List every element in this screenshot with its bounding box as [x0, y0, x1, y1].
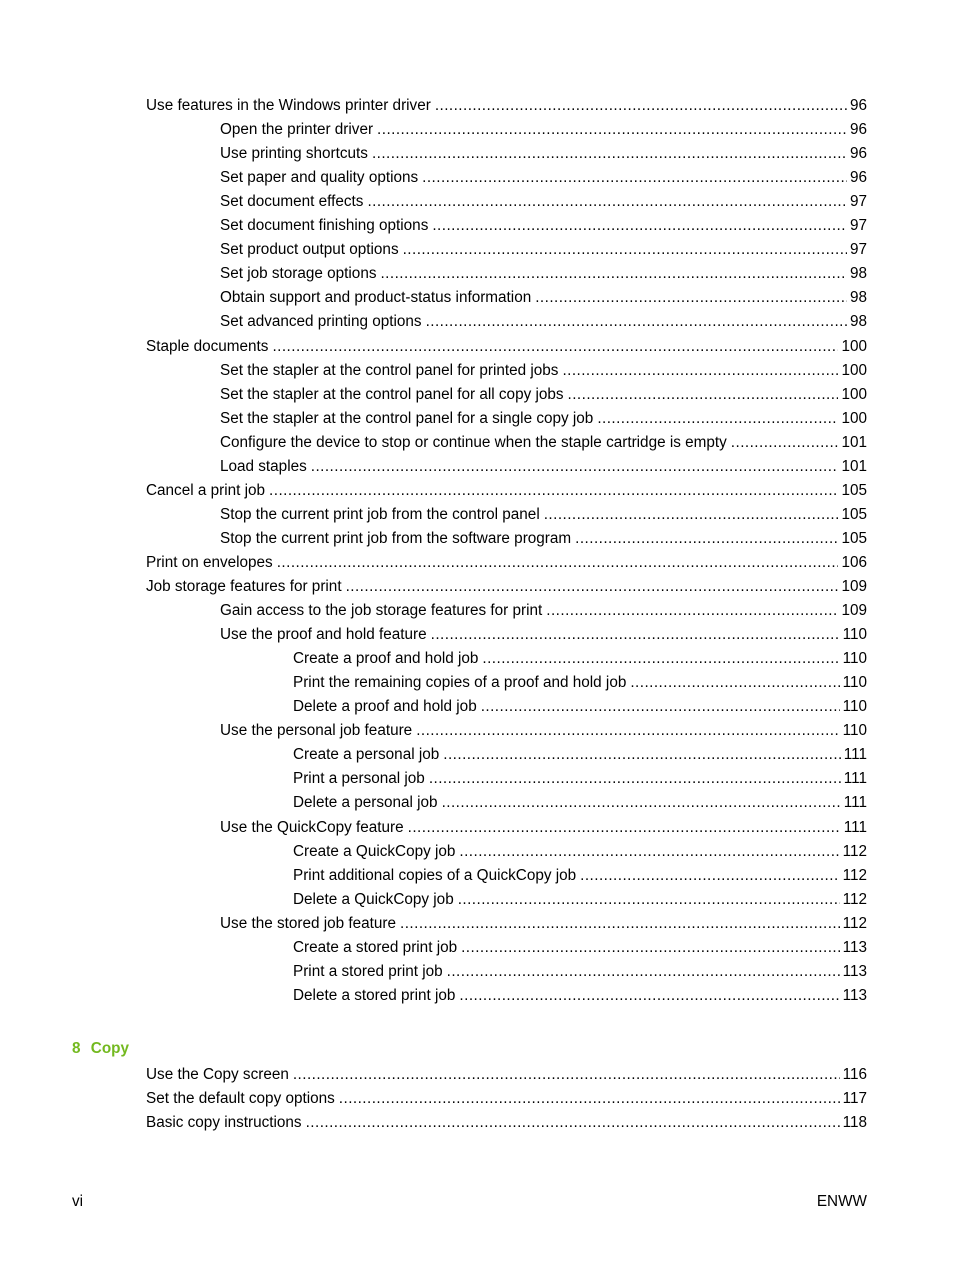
- toc-entry[interactable]: [146, 94, 867, 118]
- toc-entry-page: 100: [841, 409, 867, 427]
- toc-entry-title: Load staples: [220, 457, 307, 475]
- toc-entry[interactable]: [220, 142, 867, 166]
- dot-leader: [408, 816, 841, 840]
- toc-entry-page: 110: [842, 698, 867, 716]
- toc-entry[interactable]: [146, 575, 867, 599]
- toc-entry-title: Obtain support and product-status information: [220, 289, 532, 307]
- toc-entry-title: Set product output options: [220, 241, 399, 259]
- toc-entry-title: Use the proof and hold feature: [220, 626, 427, 644]
- toc-entry-page: 100: [841, 361, 867, 379]
- toc-entry-page: 96: [849, 97, 867, 114]
- dot-leader: [293, 1063, 840, 1087]
- toc-entry[interactable]: [220, 190, 867, 214]
- toc-entry-page: 111: [843, 746, 867, 764]
- toc-entry-page: 105: [841, 481, 867, 499]
- dot-leader: [597, 407, 838, 431]
- toc-entry-page: 117: [842, 1090, 867, 1107]
- dot-leader: [426, 310, 847, 334]
- toc-entry-page: 110: [842, 626, 867, 644]
- toc-entry[interactable]: [220, 912, 867, 936]
- dot-leader: [422, 166, 847, 190]
- toc-entry[interactable]: [293, 647, 867, 671]
- toc-entry-title: Set paper and quality options: [220, 169, 419, 187]
- toc-entry-page: 96: [849, 121, 867, 139]
- toc-entry-title: Use the Copy screen: [146, 1066, 289, 1083]
- dot-leader: [535, 286, 847, 310]
- dot-leader: [731, 431, 839, 455]
- toc-entry-title: Delete a personal job: [293, 794, 438, 812]
- toc-entry-page: 96: [849, 169, 867, 187]
- toc-entry-page: 101: [841, 457, 867, 475]
- dot-leader: [435, 94, 847, 118]
- toc-entry[interactable]: [220, 214, 867, 238]
- toc-entry-title: Print a personal job: [293, 770, 425, 788]
- dot-leader: [346, 575, 839, 599]
- toc-entry[interactable]: [293, 864, 867, 888]
- toc-entry-title: Use printing shortcuts: [220, 145, 368, 163]
- toc-entry-title: Create a stored print job: [293, 938, 458, 956]
- dot-leader: [400, 912, 840, 936]
- toc-entry-title: Gain access to the job storage features for print: [220, 602, 543, 620]
- toc-entry[interactable]: [220, 455, 867, 479]
- toc-entry-title: Staple documents: [146, 337, 269, 355]
- toc-entry-page: 106: [841, 553, 867, 571]
- dot-leader: [372, 142, 847, 166]
- toc-entry-title: Use the stored job feature: [220, 914, 397, 932]
- toc-entry[interactable]: [146, 551, 867, 575]
- toc-entry-page: 111: [843, 770, 867, 788]
- dot-leader: [459, 984, 839, 1008]
- toc-entry-page: 111: [843, 818, 867, 836]
- toc-entry-page: 110: [842, 674, 867, 692]
- toc-entry-page: 118: [842, 1114, 867, 1131]
- toc-entry[interactable]: [220, 527, 867, 551]
- toc-entry[interactable]: [220, 238, 867, 262]
- toc-entry-page: 96: [849, 145, 867, 163]
- dot-leader: [461, 936, 840, 960]
- toc-entry[interactable]: [220, 310, 867, 334]
- dot-leader: [432, 214, 847, 238]
- toc-entry-page: 116: [842, 1066, 867, 1083]
- toc-entry-page: 97: [849, 193, 867, 211]
- toc-entry-title: Create a proof and hold job: [293, 650, 479, 668]
- toc-entry-page: 112: [842, 914, 867, 932]
- dot-leader: [481, 695, 840, 719]
- dot-leader: [367, 190, 847, 214]
- toc-entry-title: Configure the device to stop or continue when the staple cartridge is empty: [220, 433, 727, 451]
- toc-entry-title: Print on envelopes: [146, 553, 273, 571]
- toc-entry[interactable]: [220, 719, 867, 743]
- toc-entry-title: Set the default copy options: [146, 1090, 335, 1107]
- dot-leader: [339, 1087, 840, 1111]
- toc-entry-title: Stop the current print job from the control panel: [220, 505, 540, 523]
- dot-leader: [377, 118, 847, 142]
- toc-entry-page: 105: [841, 529, 867, 547]
- toc-entry-title: Delete a QuickCopy job: [293, 890, 454, 908]
- toc-entry[interactable]: [220, 431, 867, 455]
- toc-entry[interactable]: [220, 262, 867, 286]
- toc-entry-page: 109: [841, 602, 867, 620]
- toc-entry[interactable]: [220, 383, 867, 407]
- dot-leader: [482, 647, 839, 671]
- toc-entry-page: 113: [842, 986, 867, 1004]
- toc-entry[interactable]: [293, 695, 867, 719]
- dot-leader: [403, 238, 847, 262]
- dot-leader: [562, 359, 838, 383]
- toc-entry-page: 113: [842, 938, 867, 956]
- dot-leader: [431, 623, 840, 647]
- toc-entry-page: 98: [849, 265, 867, 283]
- toc-entry[interactable]: [293, 984, 867, 1008]
- toc-entry-title: Print the remaining copies of a proof and hold job: [293, 674, 627, 692]
- toc-entry[interactable]: [146, 1111, 867, 1135]
- toc-entry-title: Set the stapler at the control panel for a single copy job: [220, 409, 594, 427]
- toc-entry-title: Print a stored print job: [293, 962, 443, 980]
- toc-entry[interactable]: [220, 599, 867, 623]
- toc-entry-page: 111: [843, 794, 867, 812]
- dot-leader: [429, 767, 841, 791]
- toc-entry-title: Basic copy instructions: [146, 1114, 302, 1131]
- toc-entry[interactable]: [220, 816, 867, 840]
- dot-leader: [459, 840, 839, 864]
- toc-entry-page: 98: [849, 313, 867, 331]
- toc-entry[interactable]: [293, 936, 867, 960]
- dot-leader: [272, 335, 838, 359]
- dot-leader: [544, 503, 839, 527]
- toc-entry[interactable]: [293, 767, 867, 791]
- toc-entry-title: Open the printer driver: [220, 121, 374, 139]
- toc-entry-page: 105: [841, 505, 867, 523]
- toc-entry-page: 97: [849, 217, 867, 235]
- toc-entry-title: Set the stapler at the control panel for printed jobs: [220, 361, 559, 379]
- toc-entry-page: 113: [842, 962, 867, 980]
- toc-entry[interactable]: [293, 888, 867, 912]
- toc-entry[interactable]: [146, 479, 867, 503]
- toc-entry[interactable]: [220, 286, 867, 310]
- toc-entry-page: 110: [842, 650, 867, 668]
- chapter-heading[interactable]: [72, 1038, 129, 1060]
- toc-entry[interactable]: [146, 335, 867, 359]
- toc-entry-title: Delete a proof and hold job: [293, 698, 477, 716]
- toc-entry-title: Create a QuickCopy job: [293, 842, 456, 860]
- dot-leader: [447, 960, 840, 984]
- dot-leader: [311, 455, 839, 479]
- dot-leader: [306, 1111, 840, 1135]
- toc-entry[interactable]: [293, 960, 867, 984]
- toc-entry-title: Use the QuickCopy feature: [220, 818, 404, 836]
- toc-entry[interactable]: [220, 503, 867, 527]
- dot-leader: [546, 599, 838, 623]
- toc-entry-page: 112: [842, 890, 867, 908]
- toc-entry-page: 97: [849, 241, 867, 259]
- chapter-number: 8: [72, 1040, 81, 1057]
- toc-entry-page: 98: [849, 289, 867, 307]
- toc-entry[interactable]: [146, 1063, 867, 1087]
- dot-leader: [580, 864, 839, 888]
- toc-entry[interactable]: [146, 1087, 867, 1111]
- dot-leader: [568, 383, 839, 407]
- toc-entry-title: Set advanced printing options: [220, 313, 422, 331]
- dot-leader: [443, 743, 840, 767]
- toc-entry[interactable]: [220, 118, 867, 142]
- dot-leader: [277, 551, 839, 575]
- toc-entry-page: 100: [841, 385, 867, 403]
- toc-entry-page: 109: [841, 578, 867, 595]
- toc-entry-title: Set job storage options: [220, 265, 377, 283]
- toc-entry-title: Use the personal job feature: [220, 722, 413, 740]
- toc-entry-title: Use features in the Windows printer driver: [146, 97, 431, 114]
- toc-entry-title: Set document effects: [220, 193, 364, 211]
- toc-entry[interactable]: [293, 743, 867, 767]
- toc-entry[interactable]: [220, 407, 867, 431]
- toc-entry-title: Cancel a print job: [146, 481, 266, 499]
- toc-entry[interactable]: [293, 671, 867, 695]
- toc-entry-page: 100: [841, 337, 867, 355]
- toc-entry-title: Stop the current print job from the software program: [220, 529, 572, 547]
- toc-entry[interactable]: [293, 840, 867, 864]
- chapter-title: Copy: [90, 1040, 130, 1057]
- toc-entry-title: Print additional copies of a QuickCopy job: [293, 866, 577, 884]
- footer-label: ENWW: [816, 1193, 867, 1210]
- dot-leader: [269, 479, 838, 503]
- toc-entry-title: Job storage features for print: [146, 578, 342, 595]
- toc-entry-title: Set the stapler at the control panel for all copy jobs: [220, 385, 564, 403]
- toc-entry-title: Set document finishing options: [220, 217, 429, 235]
- dot-leader: [458, 888, 840, 912]
- toc-entry[interactable]: [220, 623, 867, 647]
- toc-entry-page: 112: [842, 842, 867, 860]
- dot-leader: [442, 791, 841, 815]
- toc-entry-page: 112: [842, 866, 867, 884]
- toc-entry[interactable]: [220, 166, 867, 190]
- dot-leader: [630, 671, 839, 695]
- toc-entry-title: Delete a stored print job: [293, 986, 456, 1004]
- toc-entry-page: 101: [841, 433, 867, 451]
- dot-leader: [416, 719, 839, 743]
- toc-entry-title: Create a personal job: [293, 746, 440, 764]
- toc-entry[interactable]: [293, 791, 867, 815]
- footer-page-number: vi: [72, 1193, 84, 1210]
- toc-entry[interactable]: [220, 359, 867, 383]
- toc-entry-page: 110: [842, 722, 867, 740]
- dot-leader: [575, 527, 838, 551]
- dot-leader: [380, 262, 847, 286]
